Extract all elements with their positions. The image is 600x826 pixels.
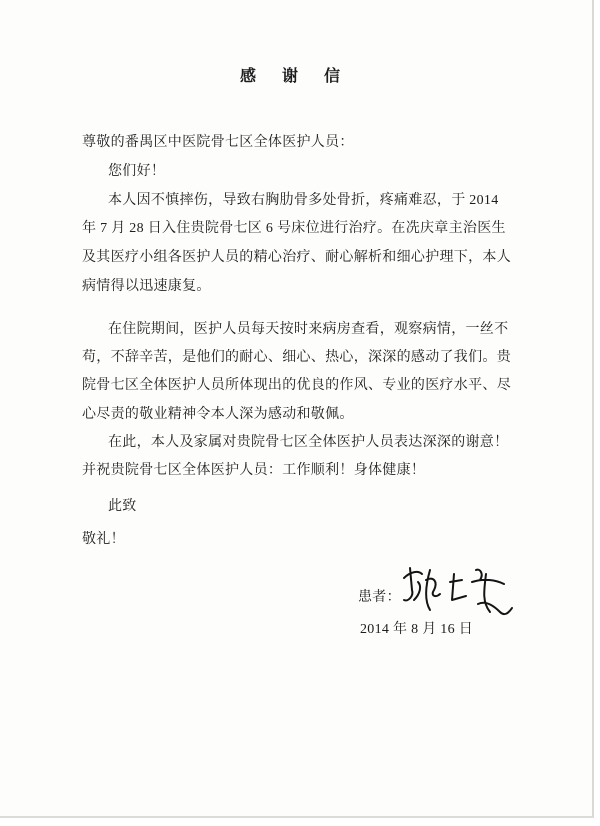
paragraph-line: 在此，本人及家属对贵院骨七区全体医护人员表达深深的谢意！ bbox=[108, 435, 509, 450]
letter-date: 2014 年 8 月 16 日 bbox=[360, 622, 473, 637]
paragraph-line: 在住院期间，医护人员每天按时来病房查看，观察病情，一丝不 bbox=[108, 322, 509, 337]
salutation: 尊敬的番禺区中医院骨七区全体医护人员： bbox=[82, 135, 354, 150]
paragraph-line: 年 7 月 28 日入住贵院骨七区 6 号床位进行治疗。在冼庆章主治医生 bbox=[82, 221, 506, 236]
letter-title: 感 谢 信 bbox=[240, 68, 347, 85]
paragraph-line: 心尽责的敬业精神令本人深为感动和敬佩。 bbox=[82, 407, 354, 422]
greeting: 您们好！ bbox=[108, 164, 166, 179]
paragraph-line: 苟，不辞辛苦，是他们的耐心、细心、热心，深深的感动了我们。贵 bbox=[82, 350, 511, 365]
regards: 敬礼！ bbox=[82, 532, 125, 547]
closing: 此致 bbox=[108, 499, 137, 514]
paragraph-line: 及其医疗小组各医护人员的精心治疗、耐心解析和细心护理下，本人 bbox=[82, 250, 511, 265]
signer-label: 患者： bbox=[358, 590, 401, 605]
paragraph-line: 并祝贵院骨七区全体医护人员：工作顺利！身体健康！ bbox=[82, 463, 426, 478]
paragraph-line: 病情得以迅速康复。 bbox=[82, 279, 211, 294]
signature bbox=[396, 560, 516, 620]
paragraph-line: 本人因不慎摔伤，导致右胸肋骨多处骨折，疼痛难忍，于 2014 bbox=[108, 193, 499, 208]
paragraph-line: 院骨七区全体医护人员所体现出的优良的作风、专业的医疗水平、尽 bbox=[82, 378, 511, 393]
